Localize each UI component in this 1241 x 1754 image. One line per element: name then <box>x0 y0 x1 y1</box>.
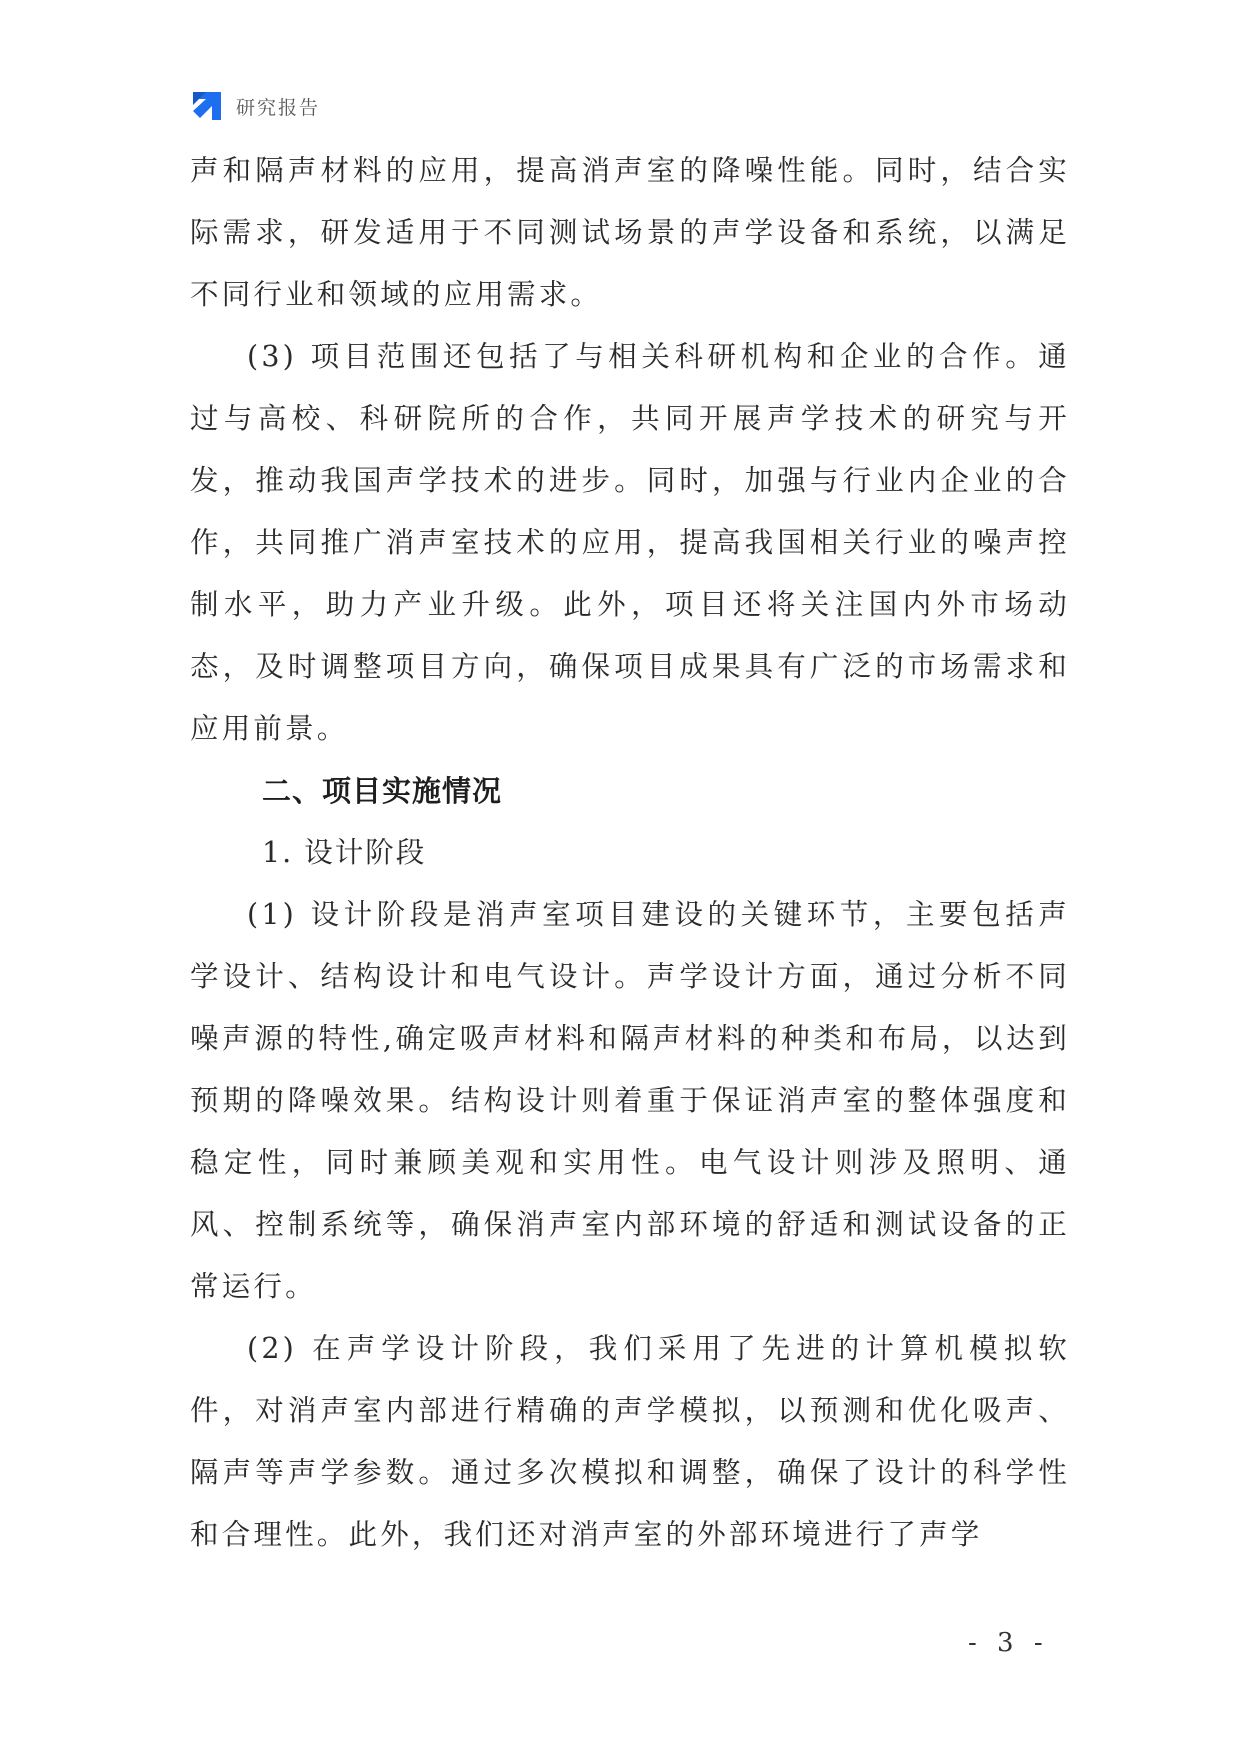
report-header <box>190 88 320 124</box>
paragraph-design-phase-2: (2) 在声学设计阶段，我们采用了先进的计算机模拟软件，对消声室内部进行精确的声学模拟，以预测和优化吸声、隔声等声学参数。通过多次模拟和调整，确保了设计的科学性和合理性。此外，我们还对消声室的外部环境进行了声学 <box>190 1332 1070 1551</box>
document-body <box>190 140 1070 1566</box>
section-heading: 二、项目实施情况 <box>262 774 503 808</box>
sub-heading-design-phase: 1. 设计阶段 <box>262 836 427 869</box>
paragraph-continuation: 声和隔声材料的应用，提高消声室的降噪性能。同时，结合实际需求，研发适用于不同测试场景的声学设备和系统，以满足不同行业和领域的应用需求。 <box>190 154 1070 311</box>
page-number: - 3 - <box>968 1628 1049 1658</box>
header-title: 研究报告 <box>236 96 321 119</box>
paragraph-design-phase-1: (1) 设计阶段是消声室项目建设的关键环节，主要包括声学设计、结构设计和电气设计。声学设计方面，通过分析不同噪声源的特性,确定吸声材料和隔声材料的种类和布局，以达到预期的降噪效果。结构设计则着重于保证消声室的整体强度和稳定性，同时兼顾美观和实用性。电气设计则涉及照明、通风、控制系统等，确保消声室内部环境的舒适和测试设备的正常运行。 <box>190 898 1070 1303</box>
paragraph-project-scope-3: (3) 项目范围还包括了与相关科研机构和企业的合作。通过与高校、科研院所的合作，共同开展声学技术的研究与开发，推动我国声学技术的进步。同时，加强与行业内企业的合作，共同推广消声室技术的应用，提高我国相关行业的噪声控制水平，助力产业升级。此外，项目还将关注国内外市场动态，及时调整项目方向，确保项目成果具有广泛的市场需求和应用前景。 <box>190 340 1070 745</box>
arrow-up-right-logo-icon <box>190 89 224 123</box>
